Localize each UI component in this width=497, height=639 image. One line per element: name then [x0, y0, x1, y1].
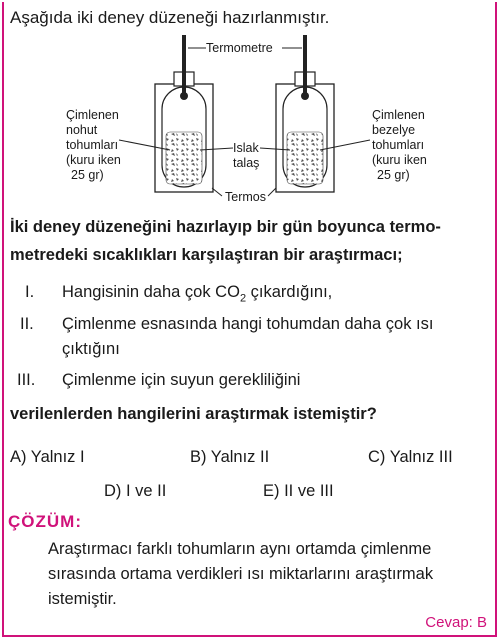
termos-label: Termos — [225, 190, 266, 204]
left-label-line: 25 gr) — [71, 168, 104, 182]
solution-title: ÇÖZÜM: — [8, 512, 82, 531]
item-number: I. — [25, 283, 35, 301]
right-label-line: Çimlenen — [372, 108, 425, 122]
left-label-line: nohut — [66, 123, 98, 137]
intro-text: Aşağıda iki deney düzeneği hazırlanmıştır. — [10, 8, 330, 27]
subscript: 2 — [239, 292, 247, 305]
right-thermos — [276, 35, 334, 192]
right-label-line: 25 gr) — [377, 168, 410, 182]
right-label-line: bezelye — [372, 123, 416, 137]
option-c[interactable]: C) Yalnız III — [368, 448, 453, 466]
left-seed-label — [66, 108, 121, 183]
item-text — [62, 283, 332, 304]
option-a[interactable]: A) Yalnız I — [10, 448, 85, 466]
item-number: III. — [17, 371, 36, 389]
left-label-line: (kuru iken — [66, 153, 121, 167]
option-e[interactable]: E) II ve III — [263, 482, 334, 500]
option-d[interactable]: D) I ve II — [104, 482, 167, 500]
option-b[interactable]: B) Yalnız II — [190, 448, 270, 466]
right-label-line: (kuru iken — [372, 153, 427, 167]
termometre-label: Termometre — [206, 41, 273, 55]
question-line-1: İki deney düzeneğini hazırlayıp bir gün boyunca termo- — [10, 218, 441, 236]
islak-label-line: Islak — [233, 141, 259, 155]
item-text: Çimlenme için suyun gerekliliğini — [62, 371, 301, 389]
left-label-line: tohumları — [66, 138, 119, 152]
solution-line: sırasında ortama verdikleri ısı miktarlarını araştırmak — [48, 565, 434, 583]
right-label-line: tohumları — [372, 138, 425, 152]
experiment-diagram — [0, 32, 497, 212]
question-line-2: metredeki sıcaklıkları karşılaştıran bir araştırmacı; — [10, 246, 403, 264]
answer-label: Cevap: B — [425, 614, 487, 631]
solution-line: Araştırmacı farklı tohumların aynı ortamda çimlenme — [48, 540, 432, 558]
left-label-line: Çimlenen — [66, 108, 119, 122]
item-text: Çimlenme esnasında hangi tohumdan daha çok ısı — [62, 315, 434, 333]
question-prompt: verilenlerden hangilerini araştırmak istemiştir? — [10, 405, 377, 423]
item-text-part: çıkardığını, — [246, 283, 333, 301]
islak-label-line: talaş — [233, 156, 260, 170]
item-number: II. — [20, 315, 34, 333]
right-seed-label — [372, 108, 427, 183]
item-text-part: Hangisinin daha çok CO — [62, 283, 240, 301]
left-thermos — [155, 35, 213, 192]
islak-talas-label — [233, 141, 259, 171]
solution-line: istemiştir. — [48, 590, 117, 608]
item-text-continued: çıktığını — [62, 340, 120, 358]
